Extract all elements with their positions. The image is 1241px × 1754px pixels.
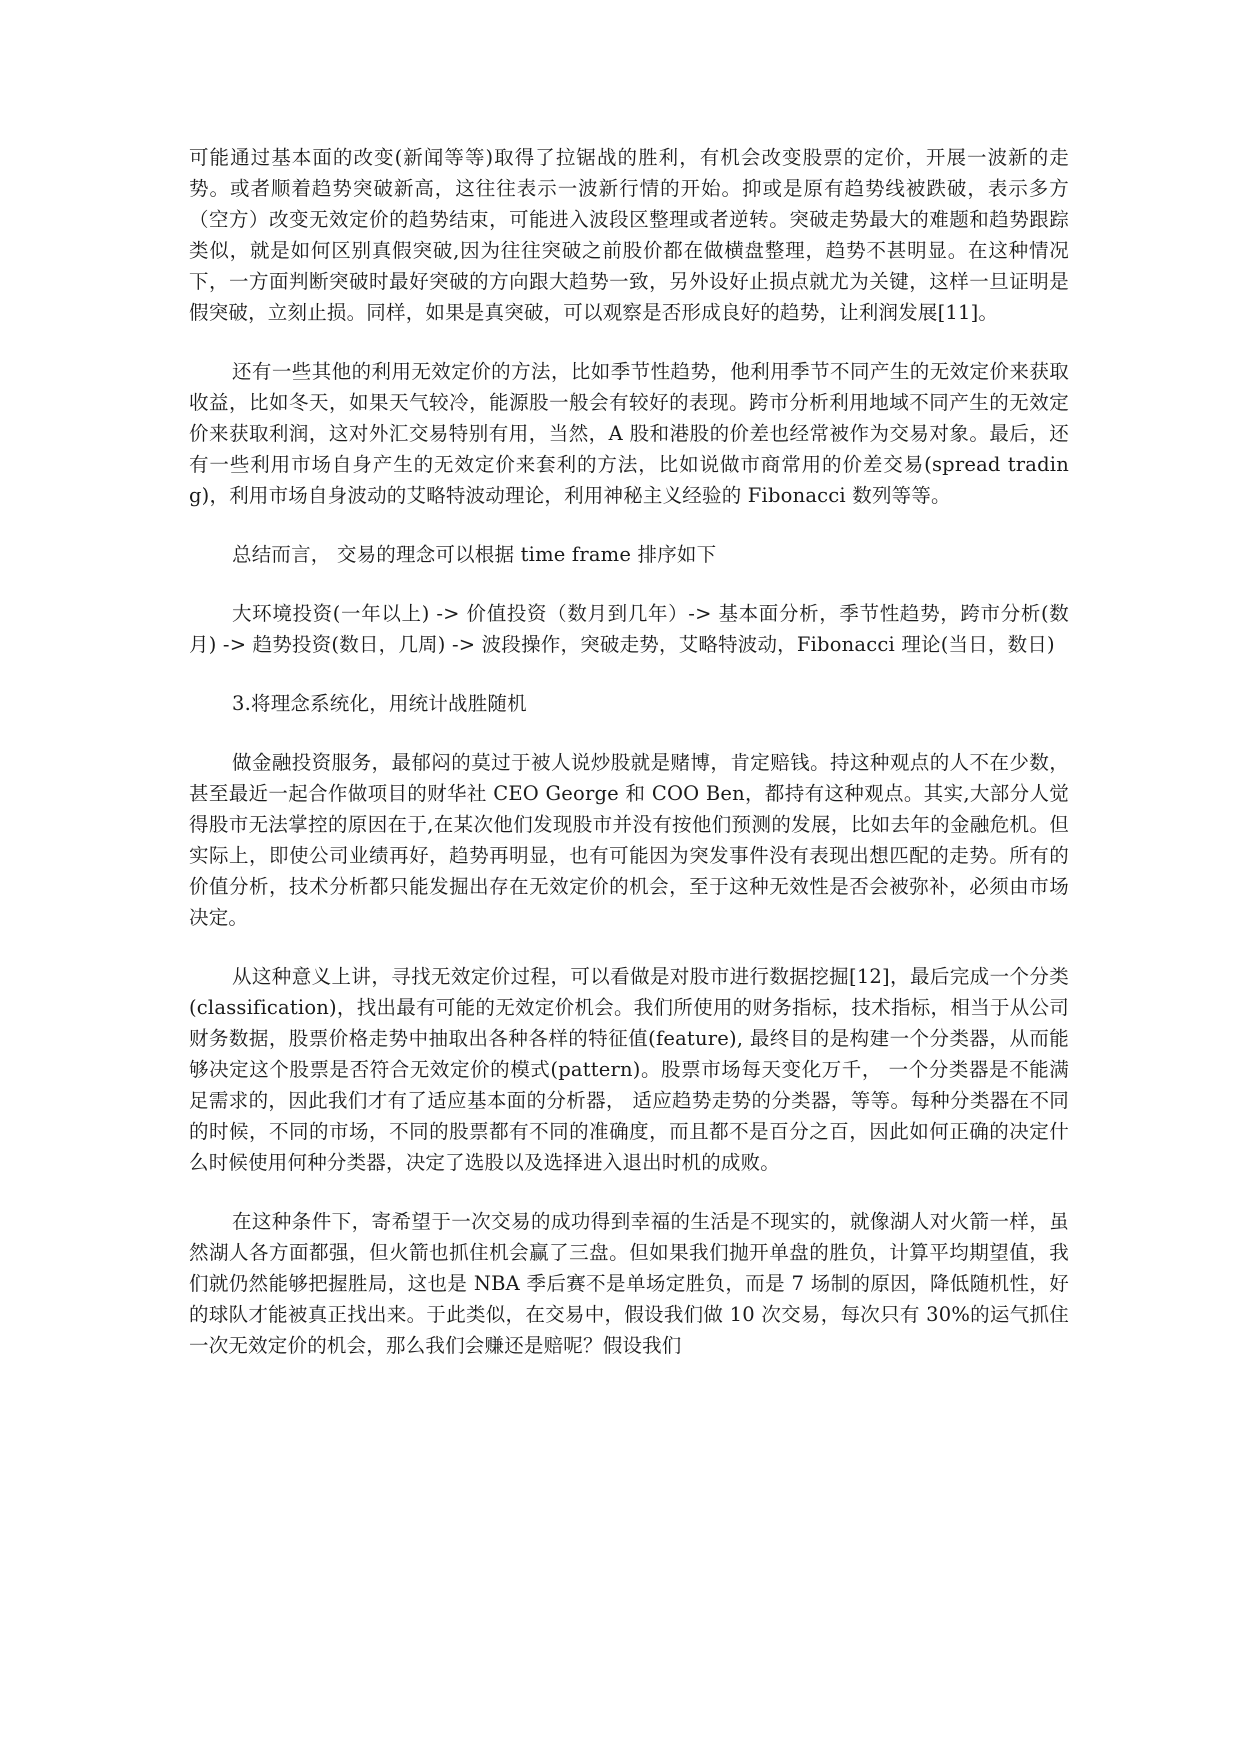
paragraph-other-methods: 还有一些其他的利用无效定价的方法，比如季节性趋势，他利用季节不同产生的无效定价来获取收益，比如冬天，如果天气较冷，能源股一般会有较好的表现。跨市分析利用地域不同产生的无效定价来获取利润，这对外汇交易特别有用，当然，A 股和港股的价差也经常被作为交易对象。最后，还有一些利用市场自身产生的无效定价来套利的方法，比如说做市商常用的价差交易(spread trading)，利用市场自身波动的艾略特波动理论，利用神秘主义经验的 Fibonacci 数列等等。 — [189, 360, 1069, 507]
paragraph-expected-value: 在这种条件下，寄希望于一次交易的成功得到幸福的生活是不现实的，就像湖人对火箭一样，虽然湖人各方面都强，但火箭也抓住机会赢了三盘。但如果我们抛开单盘的胜负，计算平均期望值，我们就仍然能够把握胜局，这也是 NBA 季后赛不是单场定胜负，而是 7 场制的原因，降低随机性，好的球队才能被真正找出来。于此类似，在交易中，假设我们做 10 次交易，每次只有 30%的运气抓住一次无效定价的机会，那么我们会赚还是赔呢？假设我们 — [189, 1210, 1069, 1357]
section-heading: 3.将理念系统化，用统计战胜随机 — [232, 692, 527, 715]
document-page — [189, 142, 1069, 1361]
paragraph-gambling-view: 做金融投资服务，最郁闷的莫过于被人说炒股就是赌博，肯定赔钱。持这种观点的人不在少数，甚至最近一起合作做项目的财华社 CEO George 和 COO Ben，都持有这种观点。其实,大部分人觉得股市无法掌控的原因在于,在某次他们发现股市并没有按他们预测的发展，比如去年的金融危机。但实际上，即使公司业绩再好，趋势再明显，也有可能因为突发事件没有表现出想匹配的走势。所有的价值分析，技术分析都只能发掘出存在无效定价的机会，至于这种无效性是否会被弥补，必须由市场决定。 — [189, 751, 1069, 929]
paragraph-data-mining: 从这种意义上讲，寻找无效定价过程，可以看做是对股市进行数据挖掘[12]，最后完成一个分类(classification)，找出最有可能的无效定价机会。我们所使用的财务指标，技术指标，相当于从公司财务数据，股票价格走势中抽取出各种各样的特征值(feature), 最终目的是构建一个分类器，从而能够决定这个股票是否符合无效定价的模式(pattern)。股票市场每天变化万千， 一个分类器是不能满足需求的，因此我们才有了适应基本面的分析器， 适应趋势走势的分类器，等等。每种分类器在不同的时候，不同的市场，不同的股票都有不同的准确度，而且都不是百分之百，因此如何正确的决定什么时候使用何种分类器，决定了选股以及选择进入退出时机的成败。 — [189, 965, 1069, 1174]
paragraph-summary: 总结而言， 交易的理念可以根据 time frame 排序如下 — [232, 543, 717, 566]
paragraph-time-frame-order: 大环境投资(一年以上) -> 价值投资（数月到几年）-> 基本面分析，季节性趋势，跨市分析(数月) -> 趋势投资(数日，几周) -> 波段操作，突破走势，艾略特波动，Fibonacci 理论(当日，数日) — [189, 602, 1069, 656]
paragraph-breakout-trend: 可能通过基本面的改变(新闻等等)取得了拉锯战的胜利，有机会改变股票的定价，开展一波新的走势。或者顺着趋势突破新高，这往往表示一波新行情的开始。抑或是原有趋势线被跌破，表示多方（空方）改变无效定价的趋势结束，可能进入波段区整理或者逆转。突破走势最大的难题和趋势跟踪类似，就是如何区别真假突破,因为往往突破之前股价都在做横盘整理，趋势不甚明显。在这种情况下，一方面判断突破时最好突破的方向跟大趋势一致，另外设好止损点就尤为关键，这样一旦证明是假突破，立刻止损。同样，如果是真突破，可以观察是否形成良好的趋势，让利润发展[11]。 — [189, 146, 1069, 324]
